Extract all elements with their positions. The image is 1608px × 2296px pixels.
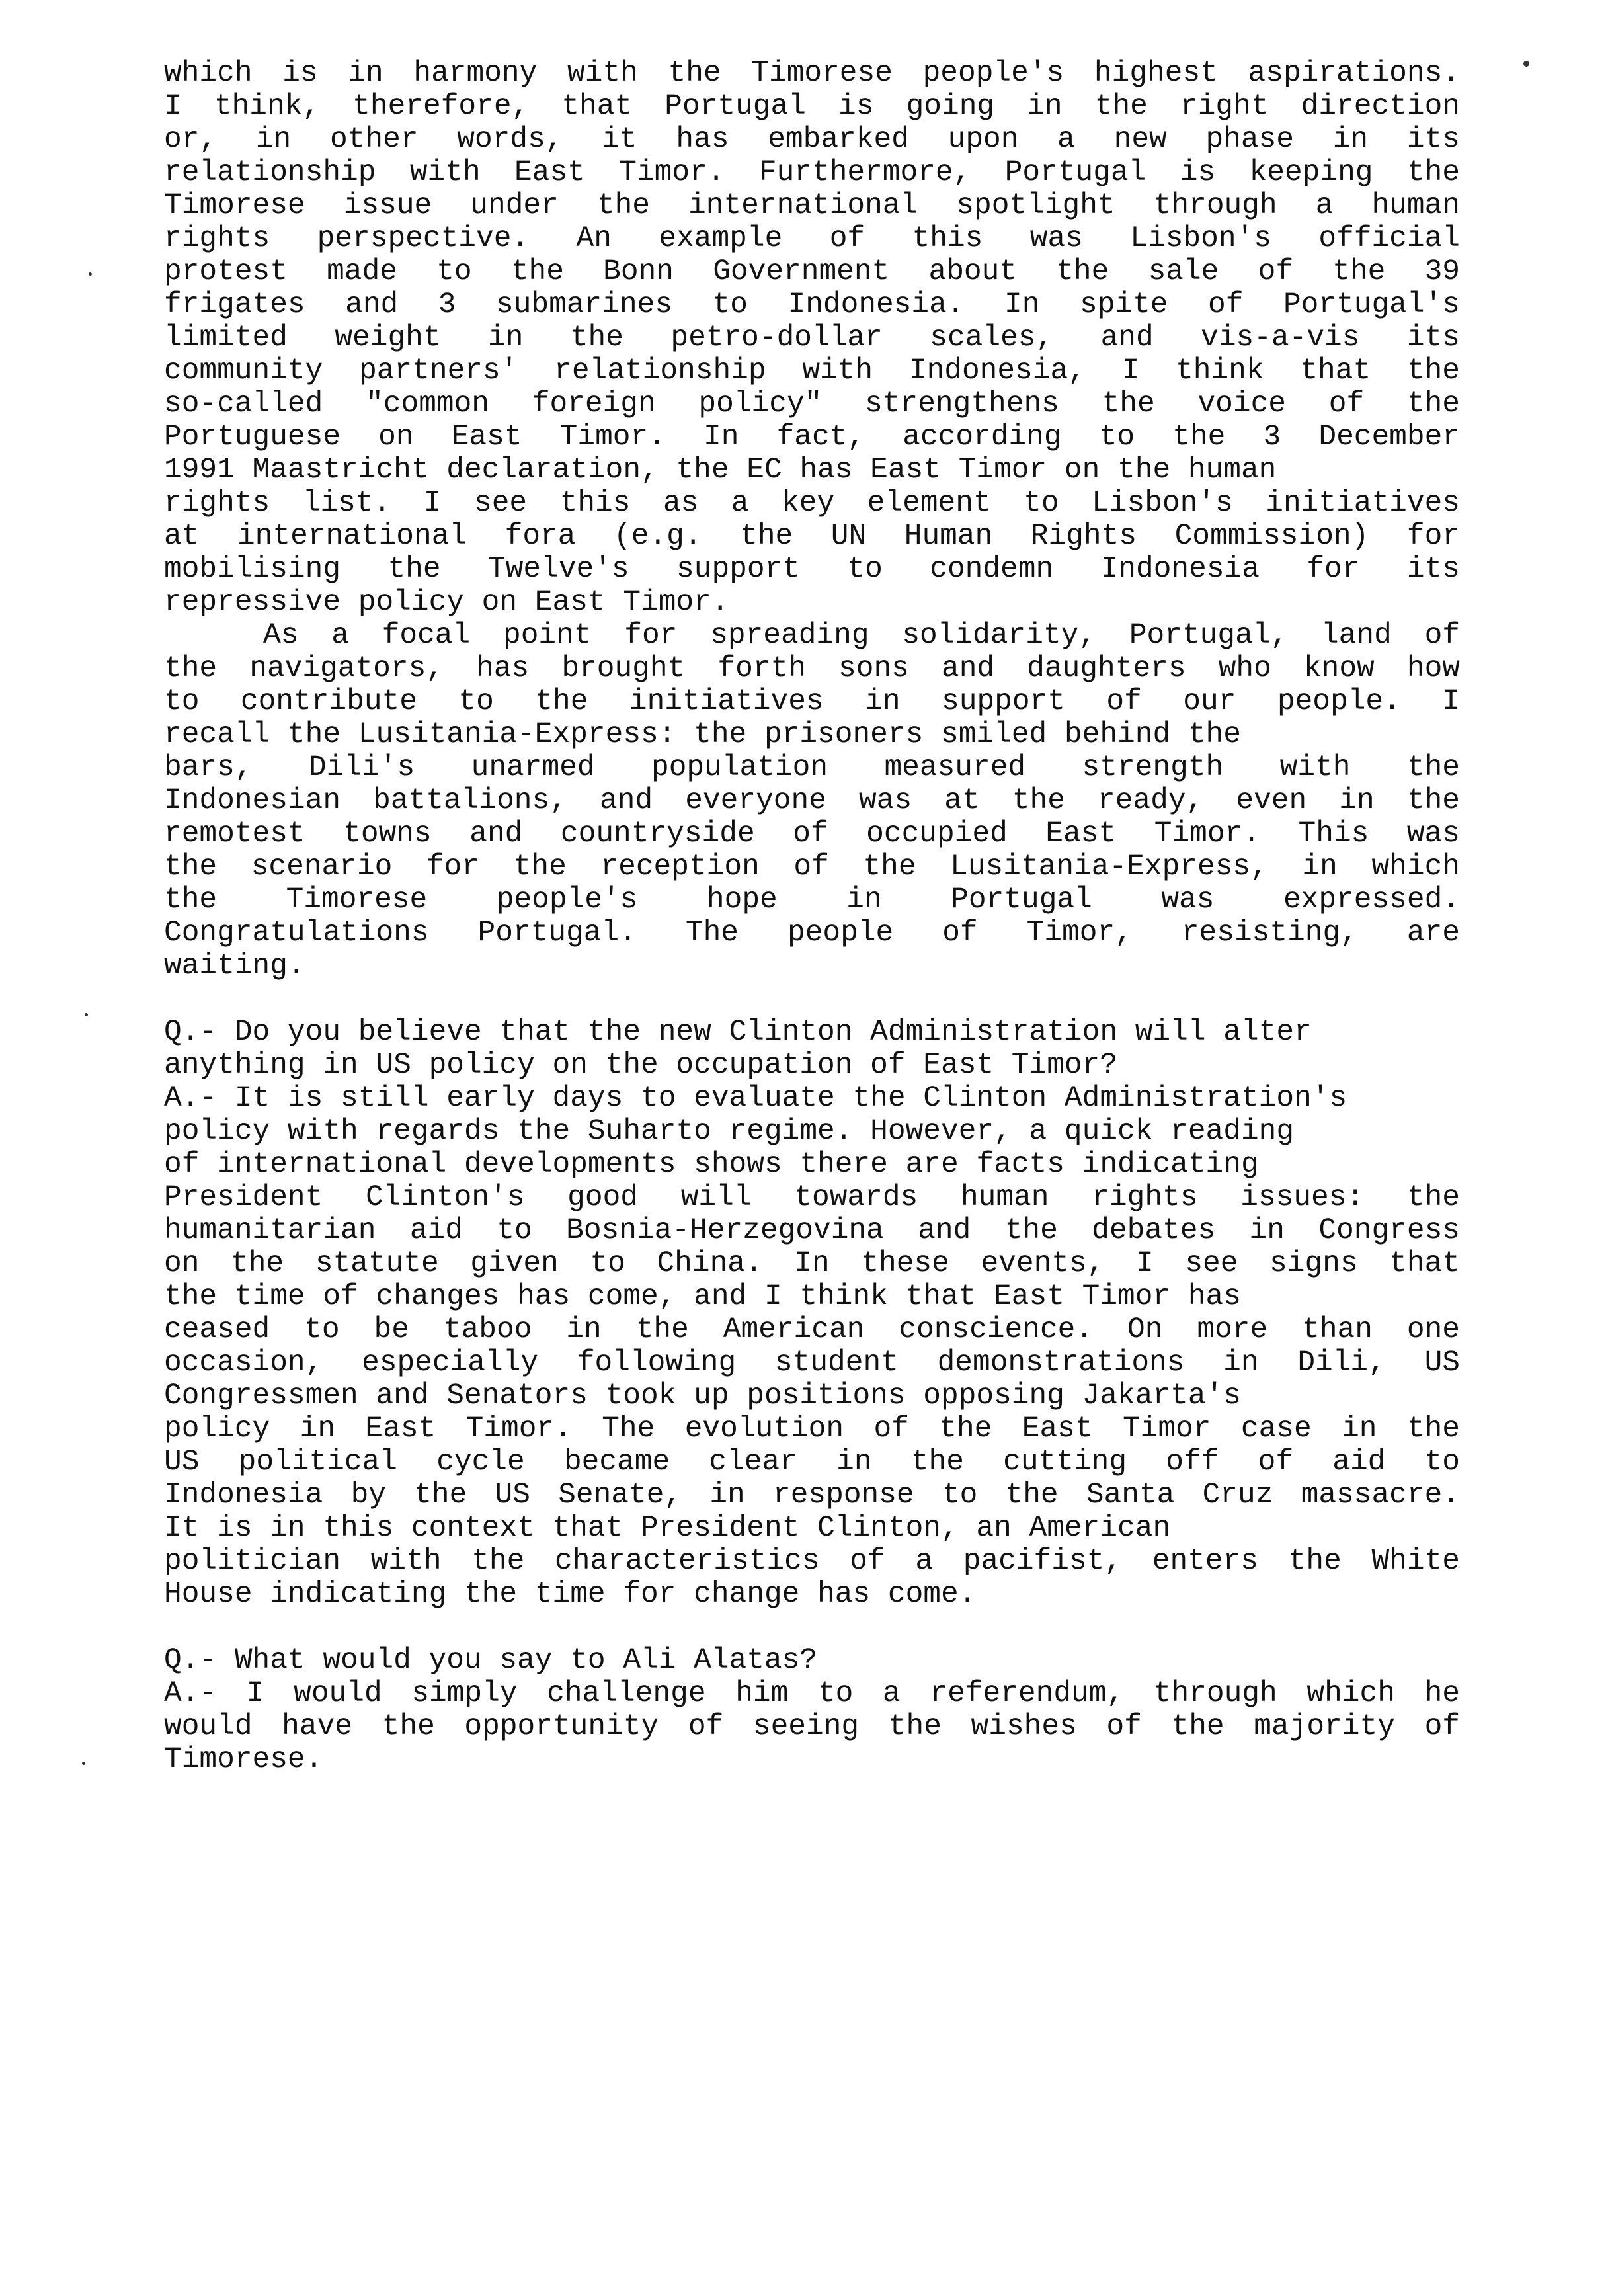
text-line: A.- It is still early days to evaluate the Clinton Administration's bbox=[164, 1082, 1347, 1115]
text-line: Timorese. bbox=[164, 1743, 323, 1776]
text-line: relationship with East Timor. Furthermore, Portugal is keeping the bbox=[164, 156, 1460, 189]
text-line: limited weight in the petro-dollar scales, and vis-a-vis its bbox=[164, 321, 1460, 354]
text-line: Q.- Do you believe that the new Clinton Administration will alter bbox=[164, 1016, 1312, 1049]
text-line: of international developments shows there are facts indicating bbox=[164, 1148, 1259, 1181]
text-line: recall the Lusitania-Express: the prisoners smiled behind the bbox=[164, 718, 1241, 751]
text-line: ceased to be taboo in the American conscience. On more than one bbox=[164, 1313, 1460, 1346]
text-line: I think, therefore, that Portugal is going in the right direction bbox=[164, 90, 1460, 123]
text-line: policy in East Timor. The evolution of the East Timor case in the bbox=[164, 1413, 1460, 1446]
text-line: Indonesia by the US Senate, in response to the Santa Cruz massacre. bbox=[164, 1479, 1460, 1512]
text-line: US political cycle became clear in the cutting off of aid to bbox=[164, 1446, 1460, 1479]
scan-speck bbox=[1523, 61, 1529, 67]
text-line: policy with regards the Suharto regime. However, a quick reading bbox=[164, 1115, 1295, 1148]
text-line: Indonesian battalions, and everyone was at the ready, even in the bbox=[164, 784, 1460, 817]
text-line: which is in harmony with the Timorese people's highest aspirations. bbox=[164, 57, 1460, 90]
text-line: As a focal point for spreading solidarity, Portugal, land of bbox=[263, 619, 1460, 652]
text-line: A.- I would simply challenge him to a referendum, through which he bbox=[164, 1677, 1460, 1710]
text-line: Congratulations Portugal. The people of Timor, resisting, are bbox=[164, 917, 1460, 950]
text-line: the Timorese people's hope in Portugal was expressed. bbox=[164, 883, 1460, 917]
text-line: the time of changes has come, and I think that East Timor has bbox=[164, 1280, 1241, 1313]
paragraph-gap bbox=[164, 983, 1460, 1016]
text-line: on the statute given to China. In these events, I see signs that bbox=[164, 1247, 1460, 1280]
paragraph-gap bbox=[164, 1611, 1460, 1644]
text-line: Portuguese on East Timor. In fact, according to the 3 December bbox=[164, 421, 1460, 454]
text-line: Q.- What would you say to Ali Alatas? bbox=[164, 1644, 818, 1677]
text-line: anything in US policy on the occupation of East Timor? bbox=[164, 1049, 1118, 1082]
text-line: would have the opportunity of seeing the wishes of the majority of bbox=[164, 1710, 1460, 1743]
text-line: so-called "common foreign policy" strengthens the voice of the bbox=[164, 388, 1460, 421]
text-line: President Clinton's good will towards human rights issues: the bbox=[164, 1181, 1460, 1214]
text-line: politician with the characteristics of a pacifist, enters the White bbox=[164, 1545, 1460, 1578]
text-line: or, in other words, it has embarked upon a new phase in its bbox=[164, 123, 1460, 156]
text-line: protest made to the Bonn Government about the sale of the 39 bbox=[164, 255, 1460, 288]
text-line: humanitarian aid to Bosnia-Herzegovina and the debates in Congress bbox=[164, 1214, 1460, 1247]
text-line: frigates and 3 submarines to Indonesia. In spite of Portugal's bbox=[164, 288, 1460, 321]
text-line: the navigators, has brought forth sons and daughters who know how bbox=[164, 652, 1460, 685]
text-line: rights list. I see this as a key element to Lisbon's initiatives bbox=[164, 487, 1460, 520]
body-text bbox=[164, 57, 1460, 1776]
text-line: remotest towns and countryside of occupied East Timor. This was bbox=[164, 817, 1460, 850]
text-line: bars, Dili's unarmed population measured strength with the bbox=[164, 751, 1460, 784]
scan-speck bbox=[89, 272, 92, 276]
text-line: occasion, especially following student demonstrations in Dili, US bbox=[164, 1346, 1460, 1379]
text-line: to contribute to the initiatives in support of our people. I bbox=[164, 685, 1460, 718]
text-line: at international fora (e.g. the UN Human Rights Commission) for bbox=[164, 520, 1460, 553]
text-line: Timorese issue under the international spotlight through a human bbox=[164, 189, 1460, 222]
text-line: mobilising the Twelve's support to condemn Indonesia for its bbox=[164, 553, 1460, 586]
text-line: waiting. bbox=[164, 950, 305, 983]
text-line: rights perspective. An example of this was Lisbon's official bbox=[164, 222, 1460, 255]
text-line: the scenario for the reception of the Lusitania-Express, in which bbox=[164, 850, 1460, 883]
text-line: repressive policy on East Timor. bbox=[164, 586, 729, 619]
scan-speck bbox=[82, 1762, 85, 1765]
scan-speck bbox=[85, 1013, 88, 1016]
text-line: community partners' relationship with Indonesia, I think that the bbox=[164, 354, 1460, 388]
text-line: House indicating the time for change has come. bbox=[164, 1578, 977, 1611]
text-line: It is in this context that President Clinton, an American bbox=[164, 1512, 1171, 1545]
text-line: 1991 Maastricht declaration, the EC has East Timor on the human bbox=[164, 454, 1277, 487]
text-line: Congressmen and Senators took up positions opposing Jakarta's bbox=[164, 1379, 1241, 1413]
